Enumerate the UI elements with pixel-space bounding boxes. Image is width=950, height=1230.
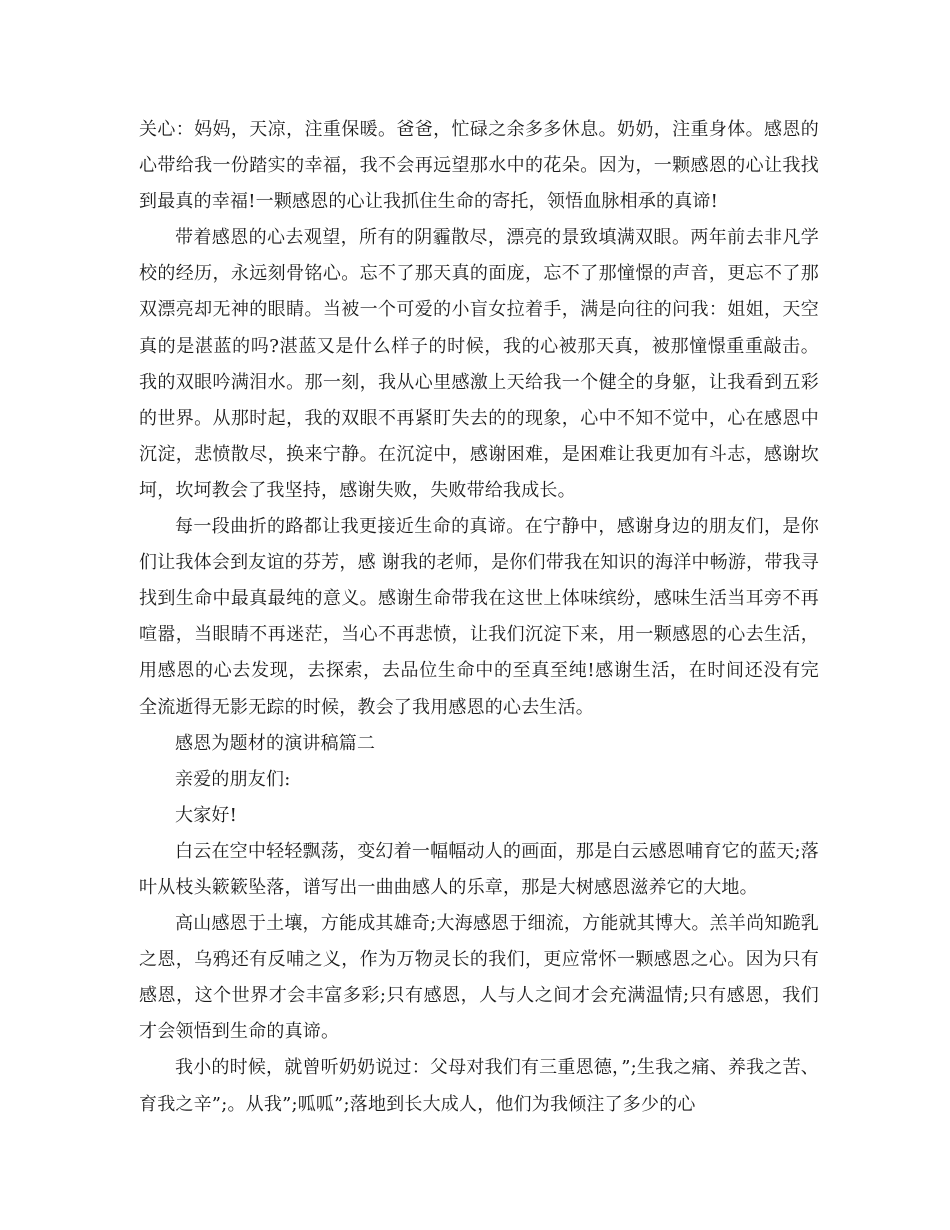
- paragraph-5: 高山感恩于土壤，方能成其雄奇;大海感恩于细流，方能就其博大。羔羊尚知跪乳之恩，乌鸦还有反哺之义，作为万物灵长的我们，更应常怀一颗感恩之心。因为只有感恩，这个世界才会丰富多彩;只有感恩，人与人之间才会充满温情;只有感恩，我们才会领悟到生命的真谛。: [139, 913, 819, 1043]
- salutation: 亲爱的朋友们:: [175, 768, 291, 790]
- paragraph-1: 关心：妈妈，天凉，注重保暖。爸爸，忙碌之余多多休息。奶奶，注重身体。感恩的心带给我一份踏实的幸福，我不会再远望那水中的花朵。因为，一颗感恩的心让我找到最真的幸福!一颗感恩的心让我抓住生命的寄托，领悟血脉相承的真谛!: [139, 119, 819, 213]
- paragraph-3: 每一段曲折的路都让我更接近生命的真谛。在宁静中，感谢身边的朋友们，是你们让我体会到友谊的芬芳，感 谢我的老师，是你们带我在知识的海洋中畅游，带我寻找到生命中最真最纯的意义。感谢生命带我在这世上体味缤纷，感味生活当耳旁不再喧嚣，当眼睛不再迷茫，当心不再悲愤，让我们沉淀下来，用一颗感恩的心去生活，用感恩的心去发现，去探索，去品位生命中的至真至纯!感谢生活，在时间还没有完全流逝得无影无踪的时候，教会了我用感恩的心去生活。: [139, 516, 819, 718]
- paragraph-2: 带着感恩的心去观望，所有的阴霾散尽，漂亮的景致填满双眼。两年前去非凡学校的经历，永远刻骨铭心。忘不了那天真的面庞，忘不了那憧憬的声音，更忘不了那双漂亮却无神的眼睛。当被一个可爱的小盲女拉着手，满是向往的问我：姐姐，天空真的是湛蓝的吗?湛蓝又是什么样子的时候，我的心被那天真，被那憧憬重重敲击。我的双眼吟满泪水。那一刻，我从心里感激上天给我一个健全的身躯，让我看到五彩的世界。从那时起，我的双眼不再紧盯失去的的现象，心中不知不觉中，心在感恩中沉淀，悲愤散尽，换来宁静。在沉淀中，感谢困难，是困难让我更加有斗志，感谢坎坷，坎坷教会了我坚持，感谢失败，失败带给我成长。: [139, 227, 819, 501]
- paragraph-6: 我小的时候，就曾听奶奶说过：父母对我们有三重恩德，”;生我之痛、养我之苦、育我之辛”;。从我”;呱呱”;落地到长大成人，他们为我倾注了多少的心: [139, 1057, 819, 1115]
- greeting: 大家好!: [175, 804, 238, 826]
- document-body: [139, 112, 819, 1123]
- section-title: 感恩为题材的演讲稿篇二: [175, 732, 376, 754]
- paragraph-4: 白云在空中轻轻飘荡，变幻着一幅幅动人的画面，那是白云感恩哺育它的蓝天;落叶从枝头簌簌坠落，谱写出一曲曲感人的乐章，那是大树感恩滋养它的大地。: [139, 840, 819, 898]
